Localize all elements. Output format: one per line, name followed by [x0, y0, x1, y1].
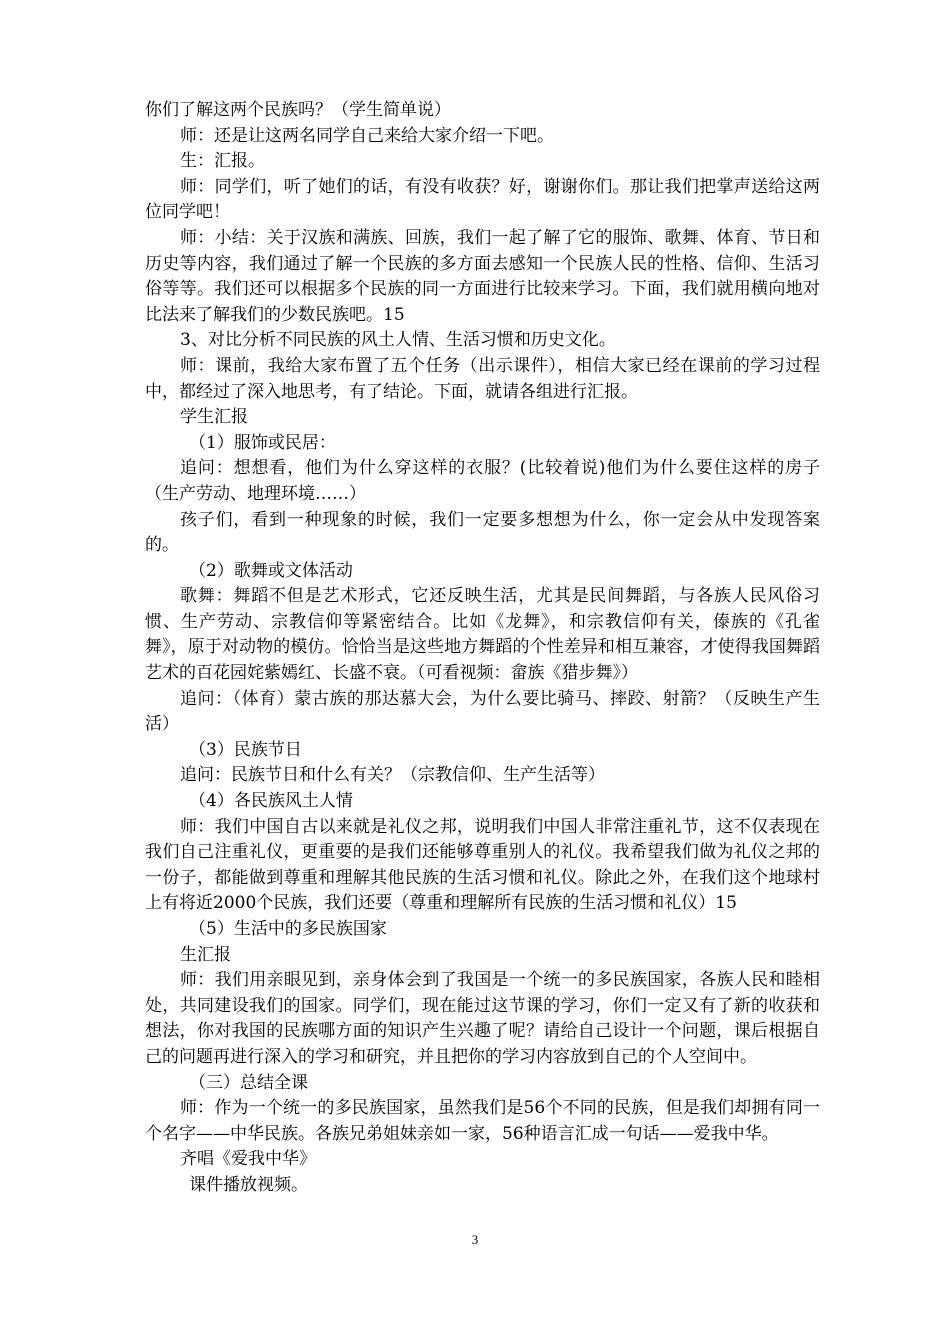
paragraph: 师：我们用亲眼见到，亲身体会到了我国是一个统一的多民族国家，各族人民和睦相处，共同建设我们的国家。同学们，现在能过这节课的学习，你们一定又有了新的收获和想法，你对我国的民族哪方面的知识产生兴趣了呢？请给自己设计一个问题，课后根据自己的问题再进行深入的学习和研究，并且把你的学习内容放到自己的个人空间中。 [145, 970, 820, 1067]
paragraph: （5）生活中的多民族国家 [189, 919, 387, 939]
paragraph: （三）总结全课 [189, 1072, 308, 1093]
page-number: 3 [471, 1232, 479, 1247]
paragraph: 课件播放视频。 [189, 1174, 308, 1195]
paragraph: 学生汇报 [180, 407, 248, 428]
paragraph: （4）各民族风土人情 [189, 791, 353, 812]
paragraph: 齐唱《爱我中华》 [180, 1149, 316, 1170]
paragraph: 生：汇报。 [180, 151, 265, 172]
paragraph: 孩子们，看到一种现象的时候，我们一定要多想想为什么，你一定会从中发现答案的。 [145, 509, 820, 556]
paragraph: （3）民族节日 [189, 739, 302, 760]
paragraph: 你们了解这两个民族吗？（学生简单说） [145, 100, 451, 120]
paragraph: （2）歌舞或文体活动 [189, 560, 353, 581]
paragraph: 歌舞：舞蹈不但是艺术形式，它还反映生活，尤其是民间舞蹈，与各族人民风俗习惯、生产劳动、宗教信仰等紧密结合。比如《龙舞》，和宗教信仰有关，傣族的《孔雀舞》，原于对动物的模仿。恰恰当是这些地方舞蹈的个性差异和相互兼容，才使得我国舞蹈艺术的百花园姹紫嫣红、长盛不衰。（可看视频：畲族《猎步舞》） [145, 586, 820, 684]
paragraph: 师：同学们，听了她们的话，有没有收获？好，谢谢你们。那让我们把掌声送给这两位同学吧！ [145, 176, 820, 223]
paragraph: 追问：（体育）蒙古族的那达慕大会，为什么要比骑马、摔跤、射箭？（反映生产生活） [145, 688, 820, 735]
paragraph: 生汇报 [180, 944, 231, 965]
paragraph: 师：我们中国自古以来就是礼仪之邦，说明我们中国人非常注重礼节，这不仅表现在我们自己注重礼仪，更重要的是我们还能够尊重别人的礼仪。我希望我们做为礼仪之邦的一份子，都能做到尊重和理解其他民族的生活习惯和礼仪。除此之外，在我们这个地球村上有将近2000个民族，我们还要（尊重和理解所有民族的生活习惯和礼仪）15 [145, 816, 820, 914]
paragraph: 师：小结：关于汉族和满族、回族，我们一起了解了它的服饰、歌舞、体育、节日和历史等内容，我们通过了解一个民族的多方面去感知一个民族人民的性格、信仰、生活习俗等等。我们还可以根据多个民族的同一方面进行比较来学习。下面，我们就用横向地对比法来了解我们的少数民族吧。15 [145, 227, 820, 325]
paragraph: 追问：民族节日和什么有关？（宗教信仰、生产生活等） [180, 765, 605, 786]
document-body [145, 98, 820, 1199]
paragraph: 追问：想想看，他们为什么穿这样的衣服？(比较着说)他们为什么要住这样的房子（生产劳动、地理环境……） [145, 458, 820, 504]
paragraph: 师：还是让这两名同学自己来给大家介绍一下吧。 [180, 125, 554, 146]
paragraph: 师：作为一个统一的多民族国家，虽然我们是56个不同的民族，但是我们却拥有同一个名字——中华民族。各族兄弟姐妹亲如一家，56种语言汇成一句话——爱我中华。 [145, 1098, 820, 1144]
paragraph: （1）服饰或民居： [189, 432, 336, 453]
paragraph: 师：课前，我给大家布置了五个任务（出示课件），相信大家已经在课前的学习过程中，都经过了深入地思考，有了结论。下面，就请各组进行汇报。 [145, 355, 820, 402]
paragraph: 3、对比分析不同民族的风土人情、生活习惯和历史文化。 [180, 330, 616, 351]
